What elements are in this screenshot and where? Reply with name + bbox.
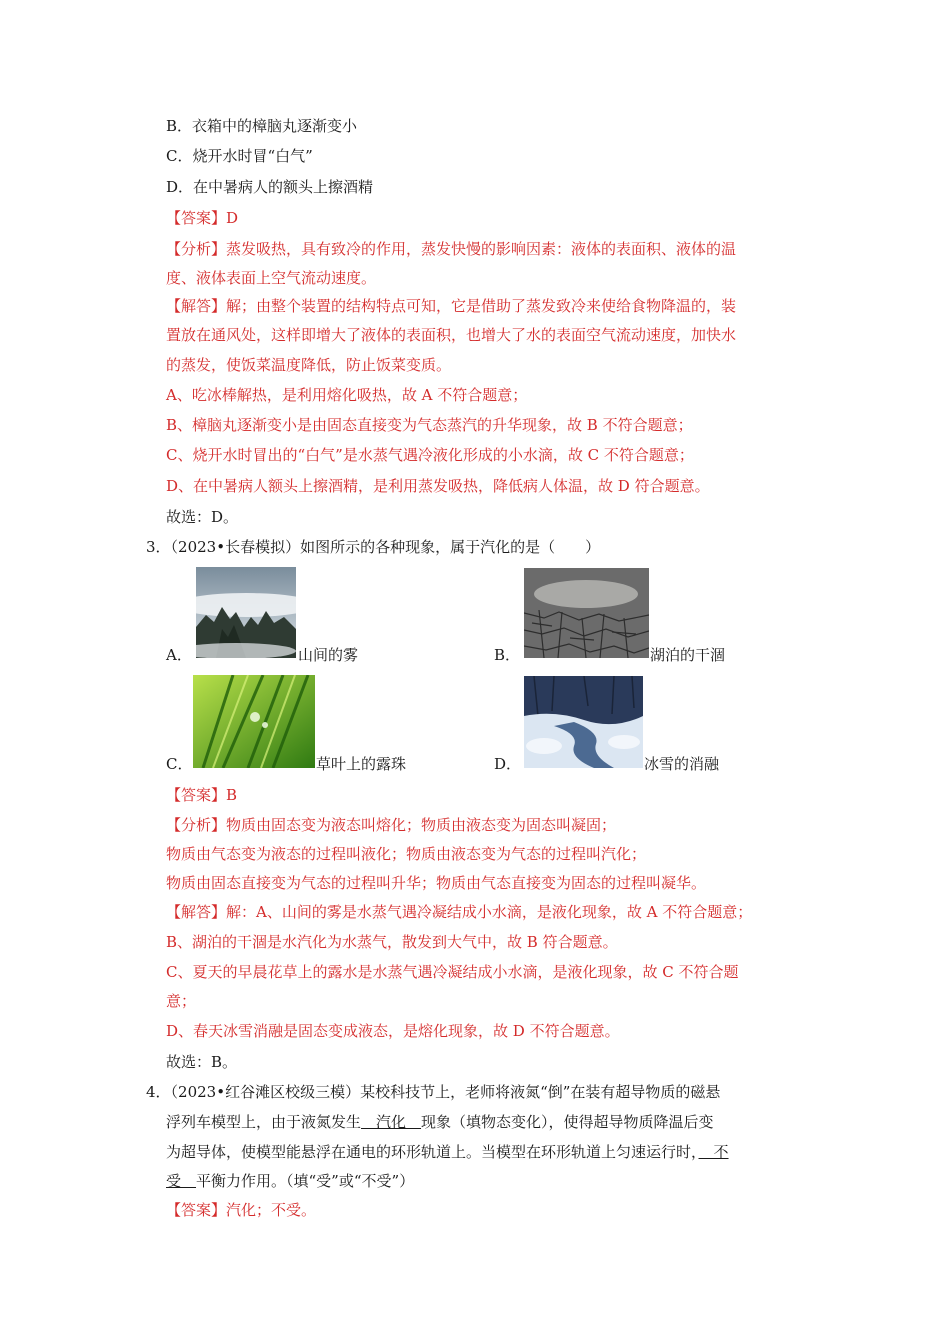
- q3-option-b-caption: 湖泊的干涸: [650, 646, 726, 664]
- q2-solution-d: D、在中暑病人额头上擦酒精，是利用蒸发吸热，降低病人体温，故 D 符合题意。: [166, 477, 710, 495]
- q3-option-d-caption: 冰雪的消融: [644, 755, 720, 773]
- q4-stem-line-3-text: 为超导体，使模型能悬浮在通电的环形轨道上。当模型在环形轨道上匀速运行时，: [166, 1143, 699, 1161]
- q3-choice: 故选：B。: [166, 1053, 238, 1071]
- q4-stem-line-3: [166, 1142, 729, 1162]
- q3-option-a-caption: 山间的雾: [298, 646, 359, 664]
- q3-solution-d: D、春天冰雪消融是固态变成液态，是熔化现象，故 D 不符合题意。: [166, 1022, 620, 1040]
- q3-answer: 【答案】B: [166, 786, 238, 804]
- q3-option-b-letter: B．: [494, 646, 521, 664]
- melting-snow-image: [524, 676, 643, 768]
- dried-lake-image: [524, 568, 649, 658]
- q2-solution-line-2: 置放在通风处，这样即增大了液体的表面积，也增大了水的表面空气流动速度，加快水: [166, 326, 737, 344]
- q3-analysis-line-3: 物质由固态直接变为气态的过程叫升华；物质由气态直接变为固态的过程叫凝华。: [166, 874, 707, 892]
- q4-stem-line-2-end: 现象（填物态变化），使得超导物质降温后变: [421, 1113, 714, 1131]
- q2-solution-a: A、吃冰棒解热，是利用熔化吸热，故 A 不符合题意；: [166, 386, 528, 404]
- q4-answer: 【答案】汽化；不受。: [166, 1201, 317, 1219]
- q2-choice: 故选：D。: [166, 508, 239, 526]
- q3-solution-line-1: 【解答】解：A、山间的雾是水蒸气遇冷凝结成小水滴，是液化现象，故 A 不符合题意；: [166, 903, 753, 921]
- q3-stem: 3．（2023•长春模拟）如图所示的各种现象，属于汽化的是（ ）: [146, 538, 601, 556]
- q2-solution-line-3: 的蒸发，使饭菜温度降低，防止饭菜变质。: [166, 356, 452, 374]
- q4-stem-line-2: [166, 1112, 714, 1132]
- q4-blank-2-part-1: 不: [698, 1143, 729, 1161]
- q2-option-c: C．烧开水时冒“白气”: [166, 147, 313, 165]
- q2-solution-b: B、樟脑丸逐渐变小是由固态直接变为气态蒸汽的升华现象，故 B 不符合题意；: [166, 416, 693, 434]
- q4-blank-1: 汽化: [361, 1113, 422, 1131]
- q2-option-b: B．衣箱中的樟脑丸逐渐变小: [166, 117, 358, 135]
- q4-stem-line-4: [166, 1171, 414, 1191]
- q4-blank-2-part-2: 受: [166, 1172, 197, 1190]
- q3-analysis-line-2: 物质由气态变为液态的过程叫液化；物质由液态变为气态的过程叫汽化；: [166, 845, 647, 863]
- q2-solution-line-1: 【解答】解；由整个装置的结构特点可知，它是借助了蒸发致冷来使给食物降温的，装: [166, 297, 737, 315]
- dew-grass-image: [193, 675, 315, 768]
- q4-stem-line-1: 4．（2023•红谷滩区校级三模）某校科技节上，老师将液氮“倒”在装有超导物质的磁悬: [146, 1083, 721, 1101]
- q2-option-d: D．在中暑病人的额头上擦酒精: [166, 178, 374, 196]
- mountain-fog-image: [196, 567, 296, 658]
- q3-solution-c-line-1: C、夏天的早晨花草上的露水是水蒸气遇冷凝结成小水滴，是液化现象，故 C 不符合题: [166, 963, 739, 981]
- q4-stem-line-2-start: 浮列车模型上，由于液氮发生: [166, 1113, 362, 1131]
- q3-option-d-letter: D．: [494, 755, 522, 773]
- q3-solution-b: B、湖泊的干涸是水汽化为水蒸气，散发到大气中，故 B 符合题意。: [166, 933, 618, 951]
- q3-analysis-line-1: 【分析】物质由固态变为液态叫熔化；物质由液态变为固态叫凝固；: [166, 816, 617, 834]
- q4-stem-line-4-text: 平衡力作用。（填“受”或“不受”）: [196, 1172, 415, 1190]
- q2-analysis-line-1: 【分析】蒸发吸热，具有致冷的作用，蒸发快慢的影响因素：液体的表面积、液体的温: [166, 240, 737, 258]
- q2-analysis-line-2: 度、液体表面上空气流动速度。: [166, 269, 377, 287]
- q3-option-c-letter: C．: [166, 755, 193, 773]
- q3-solution-c-line-2: 意；: [166, 992, 197, 1010]
- q3-option-c-caption: 草叶上的露珠: [316, 755, 407, 773]
- q2-solution-c: C、烧开水时冒出的“白气”是水蒸气遇冷液化形成的小水滴，故 C 不符合题意；: [166, 446, 694, 464]
- q2-answer: 【答案】D: [166, 209, 239, 227]
- q3-option-a-letter: A．: [166, 646, 192, 664]
